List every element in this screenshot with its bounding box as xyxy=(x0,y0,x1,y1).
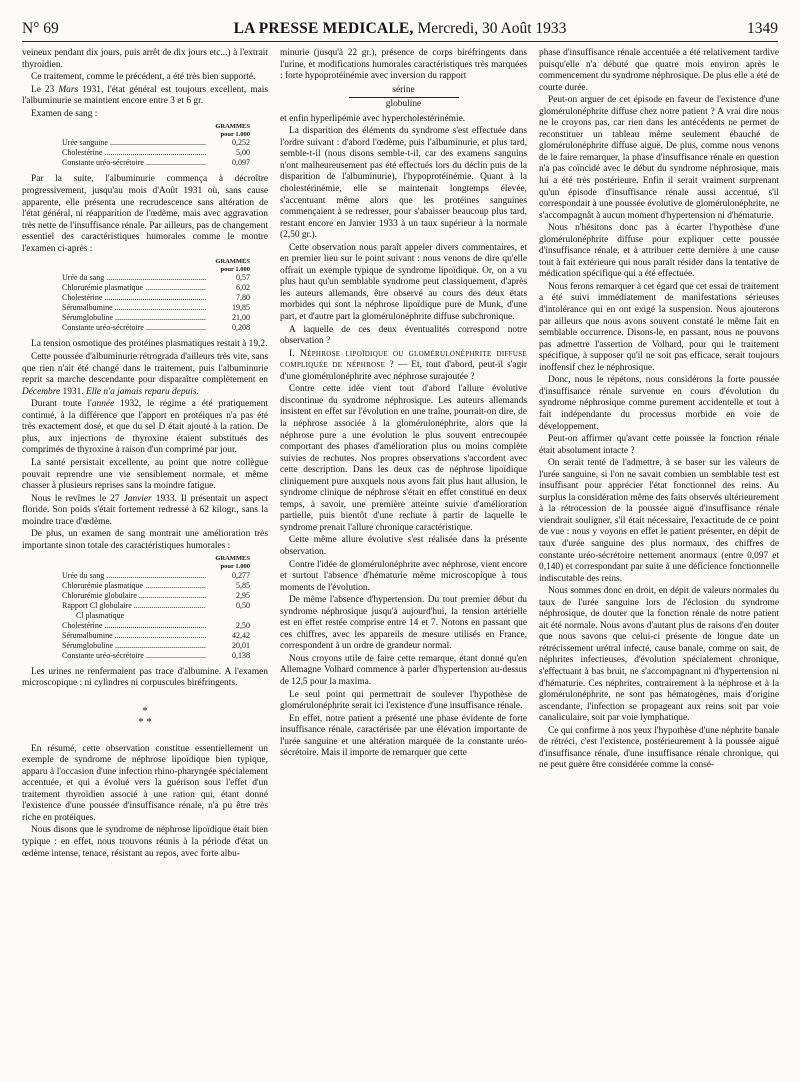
paragraph: Nous n'hésitons donc pas à écarter l'hypothèse d'une glomérulonéphrite diffuse pour expliquer cette poussée d'insuffisance rénale, et à attribuer cette dernière à une cause tout à fait extérieure qui nous paraît résider dans la tentative de médication spécifique qui a été effectuée. xyxy=(539,223,779,280)
table-row: Constante uréo-sécrétoire ..... 0,097 xyxy=(22,158,268,168)
table-row: Urée sanguine ..... 0,252 xyxy=(22,138,268,148)
table-row: Cholestérine ..... 2,50 xyxy=(22,621,268,631)
table-row: Cl plasmatique xyxy=(76,610,125,620)
paragraph: Ce qui confirme à nos yeux l'hypothèse d'une néphrite banale de rétréci, c'est l'existence, postérieurement à la poussée aiguë d'insuffisance rénale, d'une insuffisance rénale chronique, qui ne peut guère être considérée comme la consé- xyxy=(539,725,779,771)
table-row: Constante uréo-sécrétoire ..... 0,138 xyxy=(22,651,268,661)
paragraph: veineux pendant dix jours, puis arrêt de dix jours etc...) à l'extrait thyroïdien. xyxy=(22,48,268,70)
page-number: 1349 xyxy=(747,20,778,37)
table-row: Chlorurémie globulaire ..... 2,95 xyxy=(22,591,268,601)
page-header xyxy=(22,18,778,40)
paragraph: Le 23 Mars 1931, l'état général est toujours excellent, mais l'albuminurie se maintient encore entre 3 et 6 gr. xyxy=(22,84,268,107)
paragraph: A laquelle de ces deux éventualités correspond notre observation ? xyxy=(280,324,527,347)
section-heading-paragraph: I. Néphrose lipoïdique ou glomérulonéphrite diffuse compliquée de néphrose ? — Et, tout d'abord, peut-il s'agir d'une glomérulonéphrite avec néphrose surajoutée ? xyxy=(280,348,527,382)
journal-title xyxy=(22,18,778,40)
paragraph: et enfin hyperlipémie avec hypercholestérinémie. xyxy=(280,113,466,124)
paragraph: Cette poussée d'albuminurie rétrograda d'ailleurs très vite, sans que rien n'ait été changé dans le traitement, puis l'albuminurie reprit sa marche descendante pour disparaître complètement en Décembre 1931. Elle n'a jamais reparu depuis. xyxy=(22,352,268,397)
formula-numerator: sérine xyxy=(392,84,415,95)
paragraph: De même l'absence d'hypertension. Du tout premier début du syndrome néphrosique jusqu'à aujourd'hui, la tension artérielle est en effet restée comprise entre 14 et 7. Notons en passant que ces chiffres, avec les appareils de mesure utilisés en France, correspondent à un ordre de grandeur normal. xyxy=(280,595,527,652)
journal-name: LA PRESSE MEDICALE, xyxy=(233,20,414,37)
formula-denominator: globuline xyxy=(385,99,422,110)
paragraph: La tension osmotique des protéines plasmatiques restait à 19,2. xyxy=(31,339,268,350)
section-heading: I. Néphrose lipoïdique ou glomérulonéphrite diffuse compliquée de néphrose ? xyxy=(280,348,527,371)
paragraph: Peut-on affirmer qu'avant cette poussée la fonction rénale était absolument intacte ? xyxy=(539,434,779,456)
table-row: Urée du sang ..... 0,277 xyxy=(22,571,268,581)
table-row: Sérumalbumine ..... 42,42 xyxy=(22,631,268,641)
table-row: Cholestérine ..... 5,00 xyxy=(22,148,268,158)
section-separator: * * * xyxy=(138,704,152,728)
paragraph: Cette observation nous paraît appeler divers commentaires, et en premier lieu sur le point suivant : nous venons de dire qu'elle offrait un exemple typique de syndrome lipoïdique. Or, on a vu plus haut qu'un semblable syndrome peut classiquement, d'après les auteurs allemands, être observé au cours des deux états morbides qui sont la néphrose lipoïdique pure de Munk, d'une part, et d'autre part la glomérulonéphrite diffuse subchronique. xyxy=(280,242,527,323)
table-row: Constante uréo-sécrétoire ..... 0,208 xyxy=(22,323,268,333)
table-row: Cholestérine ..... 7,80 xyxy=(22,293,268,303)
blood-exam-table-1: GRAMMES pour 1.000 Urée sanguine ..... 0,252 Cholestérine ..... 5,00 Constante uréo-sécrétoire ..... 0,097 xyxy=(22,123,268,168)
paragraph: phase d'insuffisance rénale accentuée a été relativement tardive puisqu'elle n'a débuté que quatre mois environ après le commencement du syndrome néphrosique. De plus elle a été de courte durée. xyxy=(539,48,779,93)
paragraph: La disparition des éléments du syndrome s'est effectuée dans l'ordre suivant : d'abord l'œdème, puis l'albuminurie, et plus tard, semble-t-il (nous disons semble-t-il, car des examens sanguins n'ont malheureusement pas été effectués lors du déclin puis de la disparition de l'albuminurie), l'hypoprotéinémie. Quant à la cholestérinémie, elle se maintenait longtemps élevée, s'accentuant même alors que les protéines sanguines commençaient à se redresser, pour s'abaisser beaucoup plus tard, restant encore en Janvier 1933 à un taux supérieur à la normale (2,50 gr.). xyxy=(280,126,527,241)
paragraph: Nous le revîmes le 27 Janvier 1933. Il présentait un aspect floride. Son poids s'était fortement redressé à 62 kilogr., sans la moindre trace d'œdème. xyxy=(22,493,268,527)
paragraph: Nous croyons utile de faire cette remarque, étant donné qu'en Allemagne Volhard commence à parler d'hypertension au-dessus de 12,5 pour la maxima. xyxy=(280,653,527,687)
paragraph: Nous disons que le syndrome de néphrose lipoïdique était bien typique : en effet, nous trouvons réunis à la période d'état un œdème intense, tenace, résistant au repos, avec forte albu- xyxy=(22,825,268,859)
paragraph: Peut-on arguer de cet épisode en faveur de l'existence d'une glomérulonéphrite diffuse chez notre patient ? A vrai dire nous ne le croyons pas, car rien dans les antécédents ne permet de reconstituer un tableau même seulement ébauché de glomérulonéphrite diffuse aiguë. De plus, comme nous venons de le faire remarquer, la phase d'insuffisance rénale en question n'a pas coïncidé avec le début du syndrome néphrosique, mais lui a été très postérieure. Enfin il serait vraiment surprenant qu'un épisode d'insuffisance rénale aussi accentué, s'il correspondait à une poussée évolutive de glomérulonéphrite, ne s'accompagnât à aucun moment d'hypertension ni d'hématurie. xyxy=(539,95,779,221)
paragraph: La santé persistait excellente, au point que notre collègue pouvait reprendre une vie sensiblement normale, et même chasser à plusieurs reprises sans la moindre fatigue. xyxy=(22,457,268,492)
table-row: Urée du sang ..... 0,57 xyxy=(22,273,268,283)
paragraph: Nous sommes donc en droit, en dépit de valeurs normales du taux de l'urée sanguine lors de l'éclosion du syndrome néphrosique, de douter que la fonction rénale de notre patient ait été normale. Nous avons d'autant plus de raisons d'en douter que nous savons que celui-ci présente de longue date un rétrécissement urétral infecté, cause banale, comme on sait, de néphrites infectieuses, d'évolution spécialement chronique, s'effectuant à bas bruit, ne s'accompagnant ni d'hypertension ni d'hématurie. Ces néphrites, contrairement à la néphrose et à la glomérulonéphrite, ne sont pas hématogènes, mais d'origine ascendante, l'infection se propageant aux reins soit par voie canaliculaire, soit par voie lymphatique. xyxy=(539,586,779,724)
table-row: Sérumalbumine ..... 19,85 xyxy=(22,303,268,313)
paragraph: Ce traitement, comme le précédent, a été très bien supporté. xyxy=(31,72,256,83)
issue-number: N° 69 xyxy=(22,20,59,37)
paragraph: En effet, notre patient a présenté une phase évidente de forte insuffisance rénale, caractérisée par une élévation importante de l'urée sanguine et une altération marquée de la constante uréo-sécrétoire. Mais il importe de remarquer que cette xyxy=(280,713,527,759)
table-row: Chlorurémie plasmatique ..... 5,85 xyxy=(22,581,268,591)
header-rule xyxy=(22,41,778,42)
paragraph: Contre l'idée de glomérulonéphrite avec néphrose, vient encore et surtout l'absence d'hématurie même microscopique à tous moments de l'évolution. xyxy=(280,559,527,593)
paragraph: Donc, nous le répétons, nous considérons la forte poussée d'insuffisance rénale survenue en cours d'évolution du syndrome néphrosique comme purement accidentelle et tout à fait indépendante du processus morbide en voie de développement. xyxy=(539,375,779,432)
paragraph: De plus, un examen de sang montrait une amélioration très importante sinon totale des caractéristiques humorales : xyxy=(22,529,268,551)
fraction-bar xyxy=(349,97,459,98)
paragraph: Les urines ne renfermaient pas trace d'albumine. A l'examen microscopique : ni cylindres ni corpuscules biréfringents. xyxy=(22,666,268,689)
paragraph: Contre cette idée vient tout d'abord l'allure évolutive discontinue du syndrome néphrosique. Les auteurs allemands insistent en effet sur l'évolution en une traîne, pourrait-on dire, de la néphrose associée à la glomérulonéphrite, alors que la néphrose pure a une évolution le plus souvent entrecoupée comportant des phases d'amélioration plus ou moins complète suivies de rechutes. Nos propres observations s'accordent avec cette description. Dans les deux cas de néphrose lipoïdique cliniquement pure auxquels nous avons fait plus haut allusion, le syndrome clinique de néphrose s'était en effet constitué en deux temps, à savoir, une première atteinte suivie d'amélioration partielle, puis bientôt d'une rechute à partir de laquelle le syndrome prenait l'allure chronique caractéristique. xyxy=(280,384,527,533)
column-3 xyxy=(539,48,779,1070)
ratio-formula xyxy=(280,85,527,111)
table-row: Rapport Cl globulaire ..... 0,50 xyxy=(22,601,268,611)
paragraph: Examen de sang : xyxy=(31,108,98,119)
paragraph: minurie (jusqu'à 22 gr.), présence de corps biréfringents dans l'urine, et modifications humorales caractéristiques très marquées : forte hypoprotéinémie avec inversion du rapport xyxy=(280,48,527,82)
paragraph: Par la suite, l'albuminurie commença à décroître progressivement, jusqu'au mois d'Août 1931 où, sans cause apparente, elle présenta une recrudescence sans altération de l'état général, ni réapparition de l'œdème, mais avec aggravation très nette de l'insuffisance rénale. Par ailleurs, pas de changement essentiel des caractéristiques humorales comme le montre l'examen ci-après : xyxy=(22,174,268,254)
blood-exam-table-3: GRAMMES pour 1.000 Urée du sang ..... 0,277 Chlorurémie plasmatique ..... 5,85 Chlorurémie globulaire ..... 2,95 Rapport Cl globulaire ..... 0,50 Cl plasmatique Cholestérine ..... 2,50 Sérumalbumine ..... 42,42 Sérumglobuline ..... 20,01 Constante uréo-sécrétoire ..... 0,138 xyxy=(22,555,268,660)
table-row: Sérumglobuline ..... 21,00 xyxy=(22,313,268,323)
paragraph: Cette même allure évolutive s'est réalisée dans la présente observation. xyxy=(280,535,527,557)
issue-date: Mercredi, 30 Août 1933 xyxy=(413,20,567,37)
table-row: Sérumglobuline ..... 20,01 xyxy=(22,641,268,651)
paragraph: En résumé, cette observation constitue essentiellement un exemple de syndrome de néphrose lipoïdique bien typique, apparu à l'occasion d'une infection rhino-pharyngée spécialement accentuée, et qui a évolué vers la guérison sous l'effet d'un traitement thyroïdien associé à une ration qui, étant donné l'existence d'une poussée d'insuffisance rénale, n'a pu être très riche en protéiques. xyxy=(22,743,268,823)
paragraph: Durant toute l'année 1932, le régime a été pratiquement continué, à la différence que l'apport en protéiques n'a pas été très exactement dosé, et que du sel D était ajouté à la ration. De plus, aux injections de thyroxine étaient substitués des comprimés de thyroxine à raison d'un comprimé par jour. xyxy=(22,399,268,456)
column-1 xyxy=(22,48,268,1070)
column-2 xyxy=(280,48,527,1070)
paragraph: Nous ferons remarquer à cet égard que cet essai de traitement a été suivi immédiatement de manifestations sérieuses d'intolérance qui en ont exigé la suspension. Nous ajouterons par ailleurs que nous avons souvent constaté le même fait en semblable occurrence. Disons-le, en passant, nous ne pouvons pas admettre l'assertion de Volhard, pour qui le traitement spécifique, à supposer qu'il ne soit pas efficace, serait toujours inoffensif chez le néphrosique. xyxy=(539,281,779,373)
paragraph: On serait tenté de l'admettre, à se baser sur les valeurs de l'urée sanguine, si l'on ne savait combien un semblable test est insuffisant pour apprécier l'état fonctionnel des reins. Au surplus la considération même des faits observés ultérieurement à la rétrocession de la poussée aiguë d'insuffisance rénale viendrait souligner, s'il était nécessaire, l'exactitude de ce point de vue : nous y voyons en effet le patient présenter, en dépit de taux d'urée sanguine des plus normaux, des chiffres de constante uréo-sécrétoire nettement anormaux (entre 0,097 et 0,140) et correspondant par suite à une déficience fonctionnelle indiscutable des reins. xyxy=(539,458,779,584)
blood-exam-table-2: GRAMMES pour 1.000 Urée du sang ..... 0,57 Chlorurémie plasmatique ..... 6,02 Cholestérine ..... 7,80 Sérumalbumine ..... 19,85 Sérumglobuline ..... 21,00 Constante uréo-sécrétoire ..... 0,208 xyxy=(22,258,268,333)
paragraph: Le seul point qui permettrait de soulever l'hypothèse de glomérulonéphrite serait ici l'existence d'une insuffisance rénale. xyxy=(280,689,527,712)
table-row: Chlorurémie plasmatique ..... 6,02 xyxy=(22,283,268,293)
